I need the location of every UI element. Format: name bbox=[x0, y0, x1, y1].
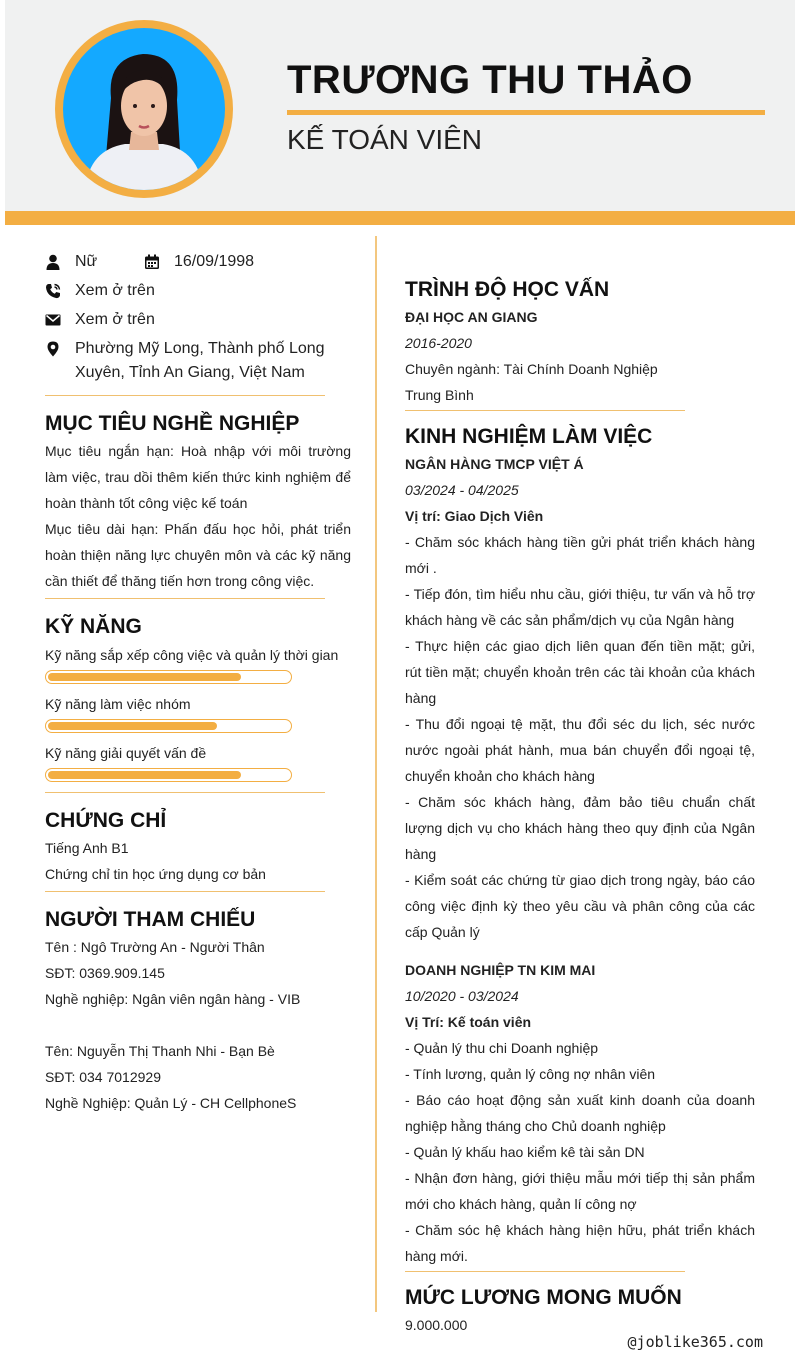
reference-job: Nghề nghiệp: Ngân viên ngân hàng - VIB bbox=[45, 991, 301, 1007]
skill-bar bbox=[45, 719, 292, 733]
skills-list bbox=[45, 645, 351, 782]
right-column bbox=[405, 276, 755, 1338]
objective-short-term: Mục tiêu ngắn hạn: Hoà nhập với môi trường làm việc, trau dồi thêm kiến thức kinh nghiệm để hoàn thành tốt công việc kế toán bbox=[45, 443, 351, 511]
section-divider bbox=[45, 598, 325, 599]
job-title: KẾ TOÁN VIÊN bbox=[287, 124, 483, 155]
certificates-title: CHỨNG CHỈ bbox=[45, 809, 167, 832]
job-period: 03/2024 - 04/2025 bbox=[405, 482, 519, 498]
phone-icon bbox=[45, 283, 61, 299]
phone-value: Xem ở trên bbox=[75, 282, 155, 299]
objective-long-term: Mục tiêu dài hạn: Phấn đấu học hỏi, phát triển hoàn thiện năng lực chuyên môn và các kỹ năng cần thiết để thăng tiến hơn trong công việc. bbox=[45, 521, 351, 589]
certificate-item: Tiếng Anh B1 bbox=[45, 840, 129, 856]
skill-label: Kỹ năng làm việc nhóm bbox=[45, 696, 191, 712]
job-duty: - Quản lý khấu hao kiểm kê tài sản DN bbox=[405, 1144, 645, 1160]
phone-row bbox=[45, 279, 351, 303]
job-duty: - Chăm sóc khách hàng, đảm bảo tiêu chuẩn chất lượng dịch vụ cho khách hàng theo quy định của Ngân hàng bbox=[405, 794, 755, 862]
header-accent-bar bbox=[5, 211, 795, 225]
skill-bar bbox=[45, 768, 292, 782]
section-divider bbox=[405, 1271, 685, 1272]
avatar bbox=[55, 20, 233, 198]
education-grade: Trung Bình bbox=[405, 387, 474, 403]
job-duty: - Kiểm soát các chứng từ giao dịch trong ngày, báo cáo công việc định kỳ theo yêu cầu và phân công của các cấp Quản lý bbox=[405, 872, 755, 940]
salary-value: 9.000.000 bbox=[405, 1317, 468, 1333]
skill-fill bbox=[48, 722, 217, 730]
footer-watermark: @joblike365.com bbox=[627, 1333, 763, 1351]
email-row bbox=[45, 308, 351, 332]
location-icon bbox=[45, 341, 61, 357]
job-duty: - Thu đổi ngoại tệ mặt, thu đổi séc du lịch, séc nước nước ngoài phát hành, mua bán chuyển đổi ngoại tệ, chuyển khoản cho khách hàng bbox=[405, 716, 755, 784]
address-value: Phường Mỹ Long, Thành phố Long Xuyên, Tỉnh An Giang, Việt Nam bbox=[75, 340, 325, 381]
reference-name: Tên : Ngô Trường An - Người Thân bbox=[45, 939, 265, 955]
education-period: 2016-2020 bbox=[405, 335, 472, 351]
section-divider bbox=[405, 410, 685, 411]
references-title: NGƯỜI THAM CHIẾU bbox=[45, 908, 256, 931]
left-column bbox=[45, 250, 351, 1116]
job-duty: - Tính lương, quản lý công nợ nhân viên bbox=[405, 1066, 656, 1082]
reference-name: Tên: Nguyễn Thị Thanh Nhi - Bạn Bè bbox=[45, 1043, 275, 1059]
job-period: 10/2020 - 03/2024 bbox=[405, 988, 519, 1004]
reference-phone: SĐT: 034 7012929 bbox=[45, 1069, 161, 1085]
job-position: Vị Trí: Kế toán viên bbox=[405, 1014, 532, 1030]
certificate-item: Chứng chỉ tin học ứng dụng cơ bản bbox=[45, 866, 266, 882]
education-title: TRÌNH ĐỘ HỌC VẤN bbox=[405, 278, 610, 301]
experience-item bbox=[405, 957, 755, 1269]
user-icon bbox=[45, 254, 61, 270]
job-duty: - Nhận đơn hàng, giới thiệu mẫu mới tiếp thị sản phẩm mới cho khách hàng, quản lí công nợ bbox=[405, 1170, 755, 1212]
job-duty: - Thực hiện các giao dịch liên quan đến tiền mặt; gửi, rút tiền mặt; chuyển khoản trên các tài khoản của khách hàng bbox=[405, 638, 755, 706]
address-row bbox=[45, 337, 351, 385]
reference-phone: SĐT: 0369.909.145 bbox=[45, 965, 165, 981]
job-duty: - Tiếp đón, tìm hiểu nhu cầu, giới thiệu, tư vấn và hỗ trợ khách hàng về các sản phẩm/dịch vụ của Ngân hàng bbox=[405, 586, 755, 628]
salary-title: MỨC LƯƠNG MONG MUỐN bbox=[405, 1286, 682, 1309]
section-divider bbox=[45, 891, 325, 892]
job-duty: - Quản lý thu chi Doanh nghiệp bbox=[405, 1040, 599, 1056]
candidate-name: TRƯƠNG THU THẢO bbox=[287, 58, 693, 102]
education-major: Chuyên ngành: Tài Chính Doanh Nghiệp bbox=[405, 361, 658, 377]
gender-value: Nữ bbox=[75, 253, 98, 270]
job-duty: - Chăm sóc hệ khách hàng hiện hữu, phát triển khách hàng mới. bbox=[405, 1222, 755, 1264]
objective-title: MỤC TIÊU NGHỀ NGHIỆP bbox=[45, 412, 300, 435]
section-divider bbox=[45, 395, 325, 396]
birthday-value: 16/09/1998 bbox=[174, 253, 255, 270]
job-position: Vị trí: Giao Dịch Viên bbox=[405, 508, 544, 524]
skill-bar bbox=[45, 670, 292, 684]
skill-fill bbox=[48, 771, 241, 779]
name-underline bbox=[287, 110, 765, 115]
column-divider bbox=[375, 236, 377, 1312]
email-value: Xem ở trên bbox=[75, 311, 155, 328]
personal-info-row bbox=[45, 250, 351, 274]
skill-label: Kỹ năng giải quyết vấn đề bbox=[45, 745, 207, 761]
calendar-icon bbox=[144, 254, 160, 270]
job-duty: - Chăm sóc khách hàng tiền gửi phát triển khách hàng mới . bbox=[405, 534, 755, 576]
skill-label: Kỹ năng sắp xếp công việc và quản lý thời gian bbox=[45, 647, 339, 663]
skill-fill bbox=[48, 673, 241, 681]
company-name: NGÂN HÀNG TMCP VIỆT Á bbox=[405, 456, 584, 472]
company-name: DOANH NGHIỆP TN KIM MAI bbox=[405, 962, 596, 978]
experience-title: KINH NGHIỆM LÀM VIỆC bbox=[405, 425, 653, 448]
experience-item bbox=[405, 451, 755, 945]
mail-icon bbox=[45, 312, 61, 328]
section-divider bbox=[45, 792, 325, 793]
profile-photo bbox=[63, 28, 225, 190]
job-duty: - Báo cáo hoạt động sản xuất kinh doanh của doanh nghiệp hằng tháng cho Chủ doanh nghiệp bbox=[405, 1092, 755, 1134]
reference-job: Nghề Nghiệp: Quản Lý - CH CellphoneS bbox=[45, 1095, 297, 1111]
skills-title: KỸ NĂNG bbox=[45, 615, 142, 638]
education-school: ĐẠI HỌC AN GIANG bbox=[405, 309, 538, 325]
